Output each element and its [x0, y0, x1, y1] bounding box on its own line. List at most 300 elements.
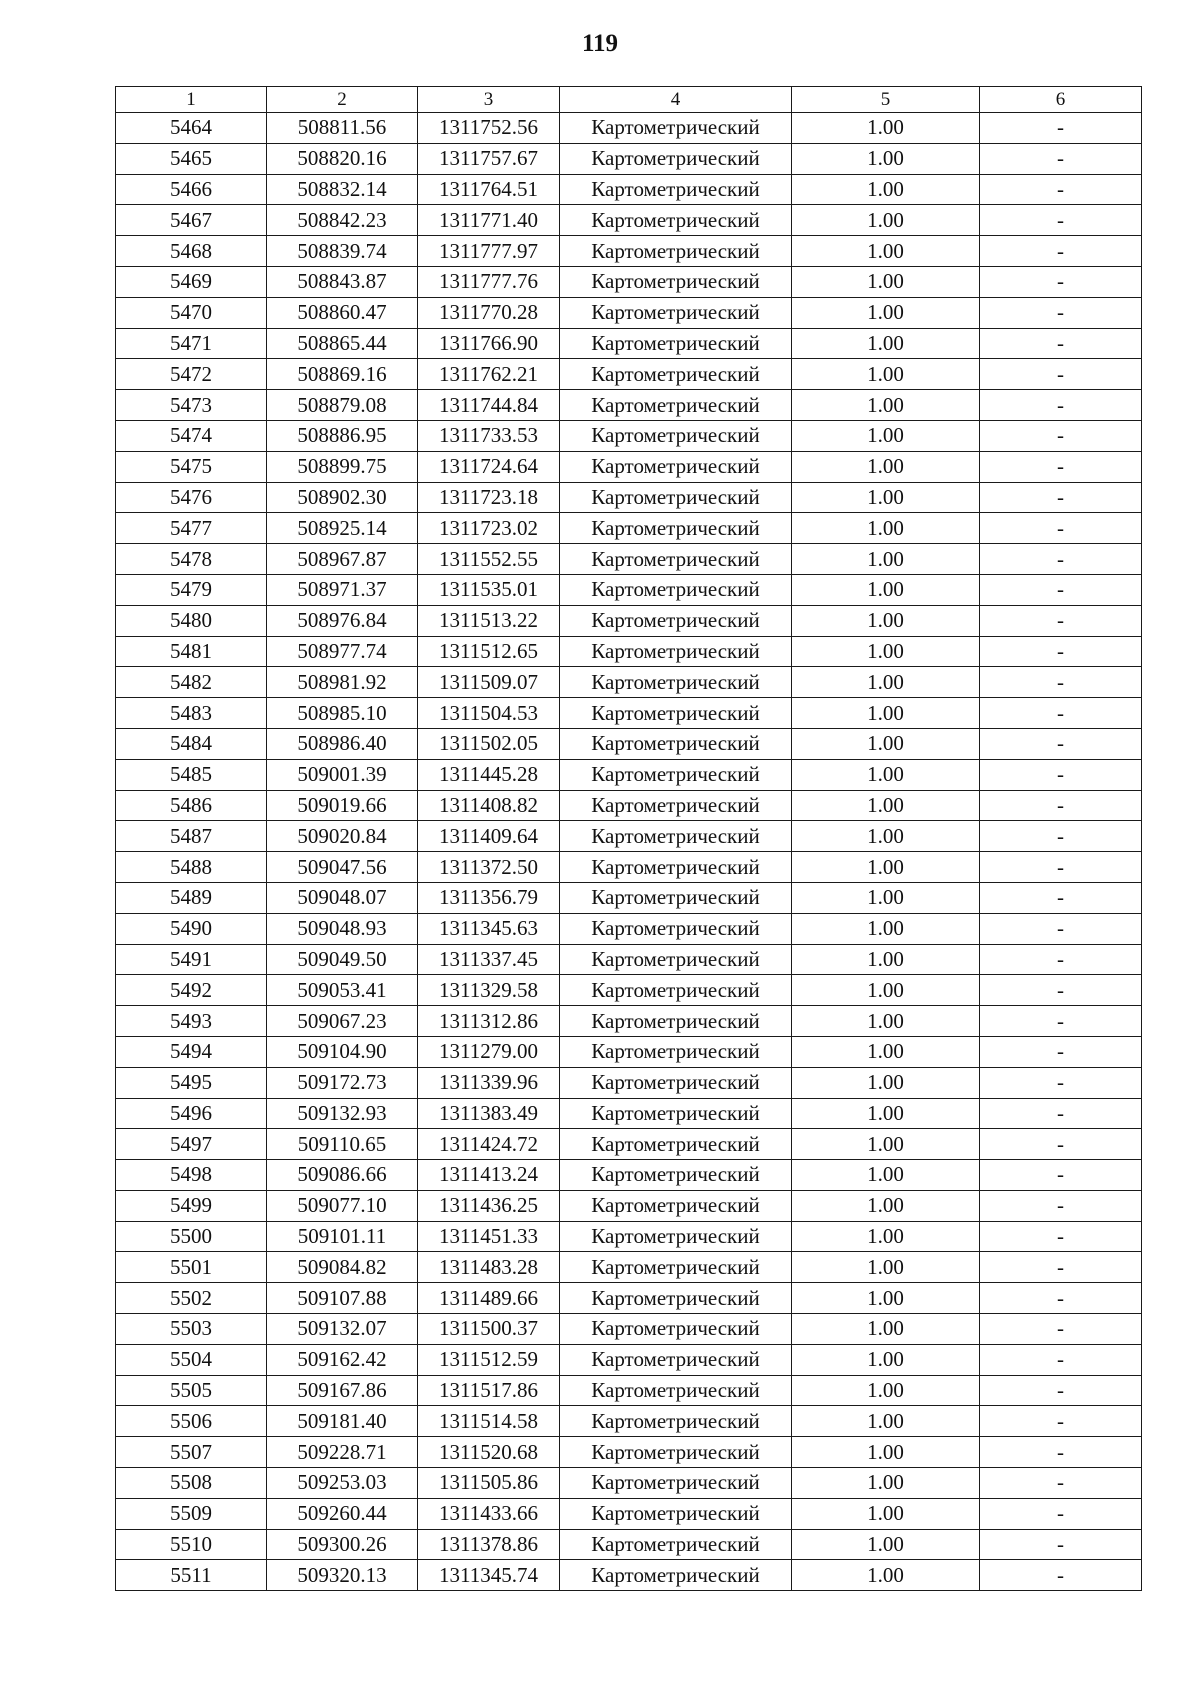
x-coordinate-cell: 509132.07 — [267, 1314, 418, 1345]
method-cell: Картометрический — [560, 821, 792, 852]
table-row — [116, 667, 1142, 698]
y-coordinate-cell: 1311372.50 — [418, 852, 560, 883]
x-coordinate-cell: 508977.74 — [267, 636, 418, 667]
x-coordinate-cell: 509084.82 — [267, 1252, 418, 1283]
method-cell: Картометрический — [560, 1560, 792, 1591]
method-cell: Картометрический — [560, 852, 792, 883]
point-number-cell: 5505 — [116, 1375, 267, 1406]
note-cell: - — [980, 1529, 1142, 1560]
x-coordinate-cell: 508967.87 — [267, 544, 418, 575]
table-row — [116, 451, 1142, 482]
point-number-cell: 5471 — [116, 328, 267, 359]
method-cell: Картометрический — [560, 266, 792, 297]
accuracy-cell: 1.00 — [792, 821, 980, 852]
table-row — [116, 1437, 1142, 1468]
y-coordinate-cell: 1311517.86 — [418, 1375, 560, 1406]
point-number-cell: 5508 — [116, 1468, 267, 1499]
point-number-cell: 5464 — [116, 113, 267, 144]
table-row — [116, 882, 1142, 913]
method-cell: Картометрический — [560, 636, 792, 667]
y-coordinate-cell: 1311509.07 — [418, 667, 560, 698]
table-row — [116, 636, 1142, 667]
point-number-cell: 5482 — [116, 667, 267, 698]
y-coordinate-cell: 1311329.58 — [418, 975, 560, 1006]
x-coordinate-cell: 508899.75 — [267, 451, 418, 482]
y-coordinate-cell: 1311723.18 — [418, 482, 560, 513]
method-cell: Картометрический — [560, 882, 792, 913]
x-coordinate-cell: 509048.93 — [267, 913, 418, 944]
table-row — [116, 236, 1142, 267]
table-row — [116, 420, 1142, 451]
y-coordinate-cell: 1311505.86 — [418, 1468, 560, 1499]
point-number-cell: 5498 — [116, 1160, 267, 1191]
method-cell: Картометрический — [560, 297, 792, 328]
y-coordinate-cell: 1311500.37 — [418, 1314, 560, 1345]
table-row — [116, 205, 1142, 236]
table-row — [116, 944, 1142, 975]
y-coordinate-cell: 1311378.86 — [418, 1529, 560, 1560]
point-number-cell: 5476 — [116, 482, 267, 513]
y-coordinate-cell: 1311483.28 — [418, 1252, 560, 1283]
method-cell: Картометрический — [560, 574, 792, 605]
accuracy-cell: 1.00 — [792, 143, 980, 174]
note-cell: - — [980, 1190, 1142, 1221]
note-cell: - — [980, 143, 1142, 174]
note-cell: - — [980, 205, 1142, 236]
note-cell: - — [980, 174, 1142, 205]
x-coordinate-cell: 509104.90 — [267, 1036, 418, 1067]
table-row — [116, 1067, 1142, 1098]
note-cell: - — [980, 1252, 1142, 1283]
point-number-cell: 5496 — [116, 1098, 267, 1129]
y-coordinate-cell: 1311764.51 — [418, 174, 560, 205]
x-coordinate-cell: 508860.47 — [267, 297, 418, 328]
method-cell: Картометрический — [560, 1375, 792, 1406]
note-cell: - — [980, 113, 1142, 144]
point-number-cell: 5466 — [116, 174, 267, 205]
x-coordinate-cell: 508842.23 — [267, 205, 418, 236]
column-header-1: 1 — [116, 87, 267, 113]
note-cell: - — [980, 574, 1142, 605]
accuracy-cell: 1.00 — [792, 513, 980, 544]
point-number-cell: 5465 — [116, 143, 267, 174]
method-cell: Картометрический — [560, 975, 792, 1006]
point-number-cell: 5497 — [116, 1129, 267, 1160]
point-number-cell: 5488 — [116, 852, 267, 883]
accuracy-cell: 1.00 — [792, 359, 980, 390]
accuracy-cell: 1.00 — [792, 944, 980, 975]
point-number-cell: 5468 — [116, 236, 267, 267]
x-coordinate-cell: 508925.14 — [267, 513, 418, 544]
table-row — [116, 1098, 1142, 1129]
x-coordinate-cell: 509260.44 — [267, 1498, 418, 1529]
method-cell: Картометрический — [560, 1190, 792, 1221]
y-coordinate-cell: 1311337.45 — [418, 944, 560, 975]
x-coordinate-cell: 509053.41 — [267, 975, 418, 1006]
x-coordinate-cell: 508986.40 — [267, 728, 418, 759]
table-row — [116, 790, 1142, 821]
method-cell: Картометрический — [560, 1406, 792, 1437]
point-number-cell: 5477 — [116, 513, 267, 544]
y-coordinate-cell: 1311436.25 — [418, 1190, 560, 1221]
method-cell: Картометрический — [560, 113, 792, 144]
method-cell: Картометрический — [560, 790, 792, 821]
table-row — [116, 113, 1142, 144]
point-number-cell: 5480 — [116, 605, 267, 636]
accuracy-cell: 1.00 — [792, 1252, 980, 1283]
table-header-row — [116, 87, 1142, 113]
point-number-cell: 5499 — [116, 1190, 267, 1221]
page-number: 119 — [581, 30, 619, 57]
y-coordinate-cell: 1311424.72 — [418, 1129, 560, 1160]
accuracy-cell: 1.00 — [792, 482, 980, 513]
accuracy-cell: 1.00 — [792, 1314, 980, 1345]
method-cell: Картометрический — [560, 1498, 792, 1529]
method-cell: Картометрический — [560, 1314, 792, 1345]
y-coordinate-cell: 1311723.02 — [418, 513, 560, 544]
table-row — [116, 297, 1142, 328]
method-cell: Картометрический — [560, 1468, 792, 1499]
table-row — [116, 1221, 1142, 1252]
y-coordinate-cell: 1311279.00 — [418, 1036, 560, 1067]
table-row — [116, 1314, 1142, 1345]
method-cell: Картометрический — [560, 1006, 792, 1037]
note-cell: - — [980, 1006, 1142, 1037]
method-cell: Картометрический — [560, 1221, 792, 1252]
point-number-cell: 5492 — [116, 975, 267, 1006]
method-cell: Картометрический — [560, 236, 792, 267]
table-row — [116, 1498, 1142, 1529]
note-cell: - — [980, 882, 1142, 913]
table-row — [116, 1129, 1142, 1160]
accuracy-cell: 1.00 — [792, 236, 980, 267]
point-number-cell: 5484 — [116, 728, 267, 759]
x-coordinate-cell: 509019.66 — [267, 790, 418, 821]
note-cell: - — [980, 1314, 1142, 1345]
note-cell: - — [980, 544, 1142, 575]
accuracy-cell: 1.00 — [792, 1129, 980, 1160]
note-cell: - — [980, 1560, 1142, 1591]
accuracy-cell: 1.00 — [792, 790, 980, 821]
table-row — [116, 1036, 1142, 1067]
table-row — [116, 1283, 1142, 1314]
point-number-cell: 5489 — [116, 882, 267, 913]
point-number-cell: 5479 — [116, 574, 267, 605]
table-row — [116, 821, 1142, 852]
y-coordinate-cell: 1311345.74 — [418, 1560, 560, 1591]
x-coordinate-cell: 509107.88 — [267, 1283, 418, 1314]
accuracy-cell: 1.00 — [792, 1375, 980, 1406]
table-row — [116, 390, 1142, 421]
table-row — [116, 605, 1142, 636]
note-cell: - — [980, 266, 1142, 297]
x-coordinate-cell: 508879.08 — [267, 390, 418, 421]
table-row — [116, 1344, 1142, 1375]
note-cell: - — [980, 513, 1142, 544]
note-cell: - — [980, 852, 1142, 883]
method-cell: Картометрический — [560, 759, 792, 790]
y-coordinate-cell: 1311766.90 — [418, 328, 560, 359]
table-row — [116, 574, 1142, 605]
x-coordinate-cell: 508976.84 — [267, 605, 418, 636]
method-cell: Картометрический — [560, 174, 792, 205]
table-row — [116, 698, 1142, 729]
method-cell: Картометрический — [560, 944, 792, 975]
y-coordinate-cell: 1311512.65 — [418, 636, 560, 667]
point-number-cell: 5507 — [116, 1437, 267, 1468]
accuracy-cell: 1.00 — [792, 1344, 980, 1375]
note-cell: - — [980, 821, 1142, 852]
accuracy-cell: 1.00 — [792, 205, 980, 236]
y-coordinate-cell: 1311771.40 — [418, 205, 560, 236]
x-coordinate-cell: 509253.03 — [267, 1468, 418, 1499]
method-cell: Картометрический — [560, 1067, 792, 1098]
method-cell: Картометрический — [560, 1529, 792, 1560]
table-row — [116, 728, 1142, 759]
x-coordinate-cell: 508981.92 — [267, 667, 418, 698]
table-row — [116, 143, 1142, 174]
note-cell: - — [980, 1344, 1142, 1375]
accuracy-cell: 1.00 — [792, 882, 980, 913]
method-cell: Картометрический — [560, 1129, 792, 1160]
accuracy-cell: 1.00 — [792, 1468, 980, 1499]
accuracy-cell: 1.00 — [792, 451, 980, 482]
y-coordinate-cell: 1311433.66 — [418, 1498, 560, 1529]
note-cell: - — [980, 390, 1142, 421]
y-coordinate-cell: 1311451.33 — [418, 1221, 560, 1252]
point-number-cell: 5510 — [116, 1529, 267, 1560]
point-number-cell: 5501 — [116, 1252, 267, 1283]
note-cell: - — [980, 790, 1142, 821]
point-number-cell: 5493 — [116, 1006, 267, 1037]
point-number-cell: 5467 — [116, 205, 267, 236]
method-cell: Картометрический — [560, 1160, 792, 1191]
method-cell: Картометрический — [560, 1437, 792, 1468]
method-cell: Картометрический — [560, 698, 792, 729]
method-cell: Картометрический — [560, 482, 792, 513]
note-cell: - — [980, 297, 1142, 328]
accuracy-cell: 1.00 — [792, 1160, 980, 1191]
accuracy-cell: 1.00 — [792, 852, 980, 883]
point-number-cell: 5474 — [116, 420, 267, 451]
point-number-cell: 5473 — [116, 390, 267, 421]
method-cell: Картометрический — [560, 420, 792, 451]
note-cell: - — [980, 1221, 1142, 1252]
method-cell: Картометрический — [560, 451, 792, 482]
note-cell: - — [980, 451, 1142, 482]
y-coordinate-cell: 1311502.05 — [418, 728, 560, 759]
accuracy-cell: 1.00 — [792, 759, 980, 790]
y-coordinate-cell: 1311752.56 — [418, 113, 560, 144]
y-coordinate-cell: 1311777.97 — [418, 236, 560, 267]
note-cell: - — [980, 1036, 1142, 1067]
x-coordinate-cell: 509048.07 — [267, 882, 418, 913]
accuracy-cell: 1.00 — [792, 1098, 980, 1129]
point-number-cell: 5470 — [116, 297, 267, 328]
point-number-cell: 5504 — [116, 1344, 267, 1375]
note-cell: - — [980, 1283, 1142, 1314]
column-header-2: 2 — [267, 87, 418, 113]
accuracy-cell: 1.00 — [792, 728, 980, 759]
accuracy-cell: 1.00 — [792, 1406, 980, 1437]
point-number-cell: 5475 — [116, 451, 267, 482]
point-number-cell: 5481 — [116, 636, 267, 667]
method-cell: Картометрический — [560, 544, 792, 575]
x-coordinate-cell: 509228.71 — [267, 1437, 418, 1468]
note-cell: - — [980, 975, 1142, 1006]
note-cell: - — [980, 1406, 1142, 1437]
accuracy-cell: 1.00 — [792, 698, 980, 729]
table-row — [116, 359, 1142, 390]
accuracy-cell: 1.00 — [792, 975, 980, 1006]
x-coordinate-cell: 508832.14 — [267, 174, 418, 205]
table-row — [116, 328, 1142, 359]
accuracy-cell: 1.00 — [792, 1006, 980, 1037]
point-number-cell: 5483 — [116, 698, 267, 729]
column-header-5: 5 — [792, 87, 980, 113]
y-coordinate-cell: 1311757.67 — [418, 143, 560, 174]
accuracy-cell: 1.00 — [792, 1498, 980, 1529]
y-coordinate-cell: 1311356.79 — [418, 882, 560, 913]
note-cell: - — [980, 944, 1142, 975]
y-coordinate-cell: 1311520.68 — [418, 1437, 560, 1468]
accuracy-cell: 1.00 — [792, 328, 980, 359]
table-row — [116, 482, 1142, 513]
method-cell: Картометрический — [560, 913, 792, 944]
table-body — [116, 113, 1142, 1591]
note-cell: - — [980, 667, 1142, 698]
y-coordinate-cell: 1311552.55 — [418, 544, 560, 575]
note-cell: - — [980, 728, 1142, 759]
accuracy-cell: 1.00 — [792, 1190, 980, 1221]
note-cell: - — [980, 482, 1142, 513]
table-row — [116, 544, 1142, 575]
x-coordinate-cell: 508971.37 — [267, 574, 418, 605]
point-number-cell: 5495 — [116, 1067, 267, 1098]
method-cell: Картометрический — [560, 1344, 792, 1375]
table-row — [116, 1406, 1142, 1437]
note-cell: - — [980, 1129, 1142, 1160]
point-number-cell: 5472 — [116, 359, 267, 390]
column-header-3: 3 — [418, 87, 560, 113]
note-cell: - — [980, 359, 1142, 390]
point-number-cell: 5494 — [116, 1036, 267, 1067]
accuracy-cell: 1.00 — [792, 113, 980, 144]
x-coordinate-cell: 509132.93 — [267, 1098, 418, 1129]
method-cell: Картометрический — [560, 1098, 792, 1129]
y-coordinate-cell: 1311489.66 — [418, 1283, 560, 1314]
note-cell: - — [980, 1067, 1142, 1098]
point-number-cell: 5478 — [116, 544, 267, 575]
method-cell: Картометрический — [560, 1283, 792, 1314]
method-cell: Картометрический — [560, 605, 792, 636]
column-header-4: 4 — [560, 87, 792, 113]
y-coordinate-cell: 1311777.76 — [418, 266, 560, 297]
accuracy-cell: 1.00 — [792, 636, 980, 667]
method-cell: Картометрический — [560, 390, 792, 421]
y-coordinate-cell: 1311762.21 — [418, 359, 560, 390]
table-row — [116, 975, 1142, 1006]
method-cell: Картометрический — [560, 328, 792, 359]
accuracy-cell: 1.00 — [792, 1560, 980, 1591]
point-number-cell: 5485 — [116, 759, 267, 790]
x-coordinate-cell: 508985.10 — [267, 698, 418, 729]
note-cell: - — [980, 698, 1142, 729]
x-coordinate-cell: 509047.56 — [267, 852, 418, 883]
y-coordinate-cell: 1311339.96 — [418, 1067, 560, 1098]
x-coordinate-cell: 509001.39 — [267, 759, 418, 790]
y-coordinate-cell: 1311535.01 — [418, 574, 560, 605]
x-coordinate-cell: 508869.16 — [267, 359, 418, 390]
y-coordinate-cell: 1311312.86 — [418, 1006, 560, 1037]
point-number-cell: 5486 — [116, 790, 267, 821]
coordinates-table — [115, 86, 1142, 1591]
y-coordinate-cell: 1311383.49 — [418, 1098, 560, 1129]
point-number-cell: 5491 — [116, 944, 267, 975]
table-row — [116, 1468, 1142, 1499]
method-cell: Картометрический — [560, 1036, 792, 1067]
note-cell: - — [980, 636, 1142, 667]
accuracy-cell: 1.00 — [792, 574, 980, 605]
y-coordinate-cell: 1311513.22 — [418, 605, 560, 636]
table-row — [116, 1375, 1142, 1406]
y-coordinate-cell: 1311724.64 — [418, 451, 560, 482]
x-coordinate-cell: 509101.11 — [267, 1221, 418, 1252]
table-row — [116, 759, 1142, 790]
accuracy-cell: 1.00 — [792, 1036, 980, 1067]
table-row — [116, 852, 1142, 883]
x-coordinate-cell: 509162.42 — [267, 1344, 418, 1375]
note-cell: - — [980, 1098, 1142, 1129]
method-cell: Картометрический — [560, 143, 792, 174]
note-cell: - — [980, 1375, 1142, 1406]
accuracy-cell: 1.00 — [792, 1283, 980, 1314]
accuracy-cell: 1.00 — [792, 297, 980, 328]
point-number-cell: 5509 — [116, 1498, 267, 1529]
accuracy-cell: 1.00 — [792, 1221, 980, 1252]
method-cell: Картометрический — [560, 513, 792, 544]
x-coordinate-cell: 509049.50 — [267, 944, 418, 975]
table-row — [116, 1006, 1142, 1037]
point-number-cell: 5511 — [116, 1560, 267, 1591]
method-cell: Картометрический — [560, 667, 792, 698]
x-coordinate-cell: 509300.26 — [267, 1529, 418, 1560]
accuracy-cell: 1.00 — [792, 544, 980, 575]
note-cell: - — [980, 1468, 1142, 1499]
note-cell: - — [980, 759, 1142, 790]
table-row — [116, 1560, 1142, 1591]
note-cell: - — [980, 420, 1142, 451]
x-coordinate-cell: 508811.56 — [267, 113, 418, 144]
y-coordinate-cell: 1311445.28 — [418, 759, 560, 790]
accuracy-cell: 1.00 — [792, 605, 980, 636]
method-cell: Картометрический — [560, 359, 792, 390]
table-row — [116, 1190, 1142, 1221]
point-number-cell: 5469 — [116, 266, 267, 297]
table-row — [116, 1529, 1142, 1560]
accuracy-cell: 1.00 — [792, 667, 980, 698]
accuracy-cell: 1.00 — [792, 913, 980, 944]
x-coordinate-cell: 509172.73 — [267, 1067, 418, 1098]
point-number-cell: 5503 — [116, 1314, 267, 1345]
table-row — [116, 174, 1142, 205]
accuracy-cell: 1.00 — [792, 390, 980, 421]
table-row — [116, 513, 1142, 544]
x-coordinate-cell: 509067.23 — [267, 1006, 418, 1037]
note-cell: - — [980, 605, 1142, 636]
x-coordinate-cell: 508820.16 — [267, 143, 418, 174]
note-cell: - — [980, 1160, 1142, 1191]
